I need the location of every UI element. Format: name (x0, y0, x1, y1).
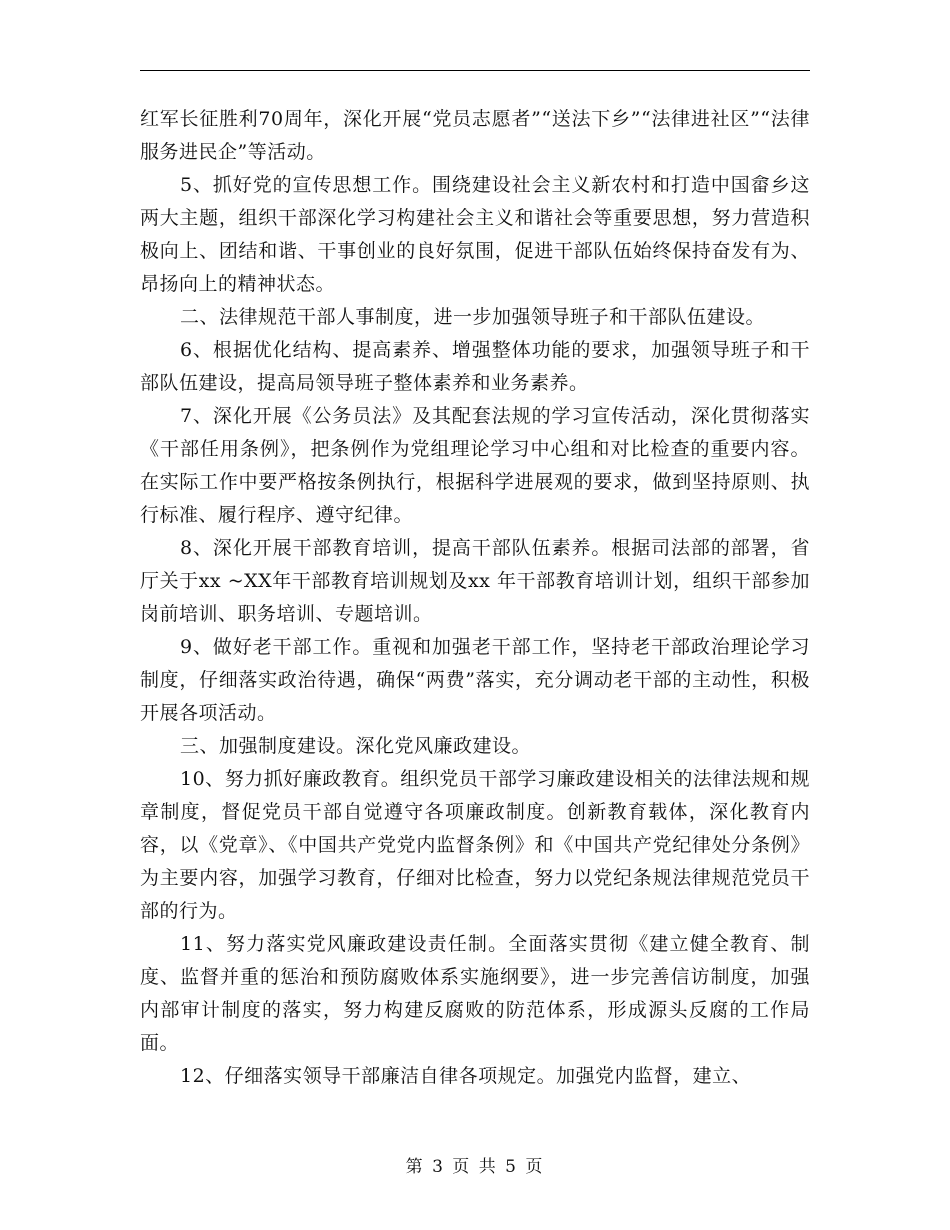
paragraph-10: 11、努力落实党风廉政建设责任制。全面落实贯彻《建立健全教育、制度、监督并重的惩治和预防腐败体系实施纲要》，进一步完善信访制度，加强内部审计制度的落实，努力构建反腐败的防范体系，形成源头反腐的工作局面。 (140, 933, 810, 1054)
paragraph-11: 12、仔细落实领导干部廉洁自律各项规定。加强党内监督，建立、 (180, 1065, 752, 1087)
paragraph-7: 9、做好老干部工作。重视和加强老干部工作，坚持老干部政治理论学习制度，仔细落实政治待遇，确保“两费”落实，充分调动老干部的主动性，积极开展各项活动。 (140, 636, 810, 724)
page-footer: 第 3 页 共 5 页 (405, 1157, 545, 1177)
paragraph-1: 红军长征胜利70周年，深化开展“党员志愿者”“送法下乡”“法律进社区”“法律服务进民企”等活动。 (140, 108, 810, 163)
paragraph-6: 8、深化开展干部教育培训，提高干部队伍素养。根据司法部的部署，省厅关于xx ~XX年干部教育培训规划及xx 年干部教育培训计划，组织干部参加岗前培训、职务培训、专题培训。 (140, 537, 810, 625)
paragraph-3: 二、法律规范干部人事制度，进一步加强领导班子和干部队伍建设。 (180, 306, 766, 328)
paragraph-9: 10、努力抓好廉政教育。组织党员干部学习廉政建设相关的法律法规和规章制度，督促党员干部自觉遵守各项廉政制度。创新教育载体，深化教育内容，以《党章》、《中国共产党党内监督条例》和《中国共产党纪律处分条例》为主要内容，加强学习教育，仔细对比检查，努力以党纪条规法律规范党员干部的行为。 (140, 768, 810, 922)
document-body (140, 103, 810, 1093)
paragraph-2: 5、抓好党的宣传思想工作。围绕建设社会主义新农村和打造中国畲乡这两大主题，组织干部深化学习构建社会主义和谐社会等重要思想，努力营造积极向上、团结和谐、干事创业的良好氛围，促进干部队伍始终保持奋发有为、昂扬向上的精神状态。 (140, 174, 810, 295)
header-rule (140, 70, 810, 71)
paragraph-4: 6、根据优化结构、提高素养、增强整体功能的要求，加强领导班子和干部队伍建设，提高局领导班子整体素养和业务素养。 (140, 339, 810, 394)
paragraph-5: 7、深化开展《公务员法》及其配套法规的学习宣传活动，深化贯彻落实《干部任用条例》，把条例作为党组理论学习中心组和对比检查的重要内容。在实际工作中要严格按条例执行，根据科学进展观的要求，做到坚持原则、执行标准、履行程序、遵守纪律。 (140, 405, 810, 526)
paragraph-8: 三、加强制度建设。深化党风廉政建设。 (180, 735, 532, 757)
